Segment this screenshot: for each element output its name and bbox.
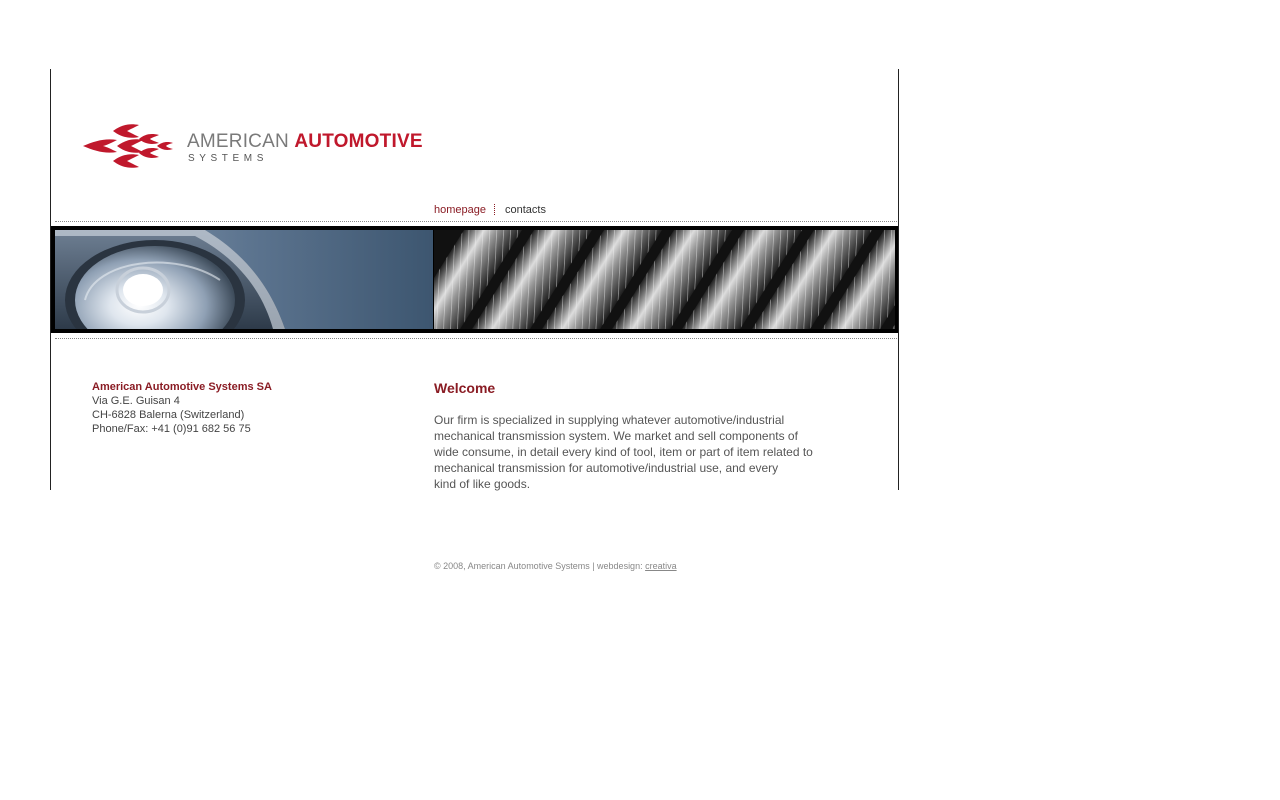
footer-webdesign-link[interactable]: creativa	[645, 561, 677, 571]
welcome-line: kind of like goods.	[434, 477, 531, 491]
flame-logo-icon	[83, 121, 175, 171]
address-street: Via G.E. Guisan 4	[92, 395, 180, 407]
contact-address	[92, 380, 272, 436]
footer	[434, 561, 677, 571]
welcome-line: mechanical transmission system. We market and sell components of	[434, 429, 798, 443]
page-frame	[50, 69, 899, 490]
car-headlight-image	[55, 230, 433, 329]
welcome-line: wide consume, in detail every kind of tool, item or part of item related to	[434, 445, 813, 459]
nav-separator	[494, 204, 496, 215]
footer-copyright: © 2008, American Automotive Systems | webdesign:	[434, 561, 646, 571]
address-city: CH-6828 Balerna (Switzerland)	[92, 409, 245, 421]
header-banner	[51, 226, 898, 333]
steel-cable-image	[434, 230, 895, 329]
logo-word-american: AMERICAN	[187, 131, 289, 152]
dotted-divider-bottom	[55, 338, 897, 339]
welcome-line: mechanical transmission for automotive/industrial use, and every	[434, 461, 779, 475]
nav-item-homepage[interactable]: homepage	[434, 204, 486, 216]
welcome-line: Our firm is specialized in supplying whatever automotive/industrial	[434, 413, 785, 427]
site-logo[interactable]	[83, 121, 423, 171]
logo-word-automotive: AUTOMOTIVE	[294, 131, 423, 152]
nav-item-contacts[interactable]: contacts	[505, 204, 546, 216]
logo-title	[187, 131, 423, 153]
address-phone: Phone/Fax: +41 (0)91 682 56 75	[92, 423, 251, 435]
dotted-divider-top	[55, 221, 897, 222]
company-name: American Automotive Systems SA	[92, 381, 272, 393]
main-nav	[434, 204, 546, 216]
logo-tagline: SYSTEMS	[188, 153, 268, 164]
page-title: Welcome	[434, 380, 496, 396]
welcome-text	[434, 412, 834, 492]
